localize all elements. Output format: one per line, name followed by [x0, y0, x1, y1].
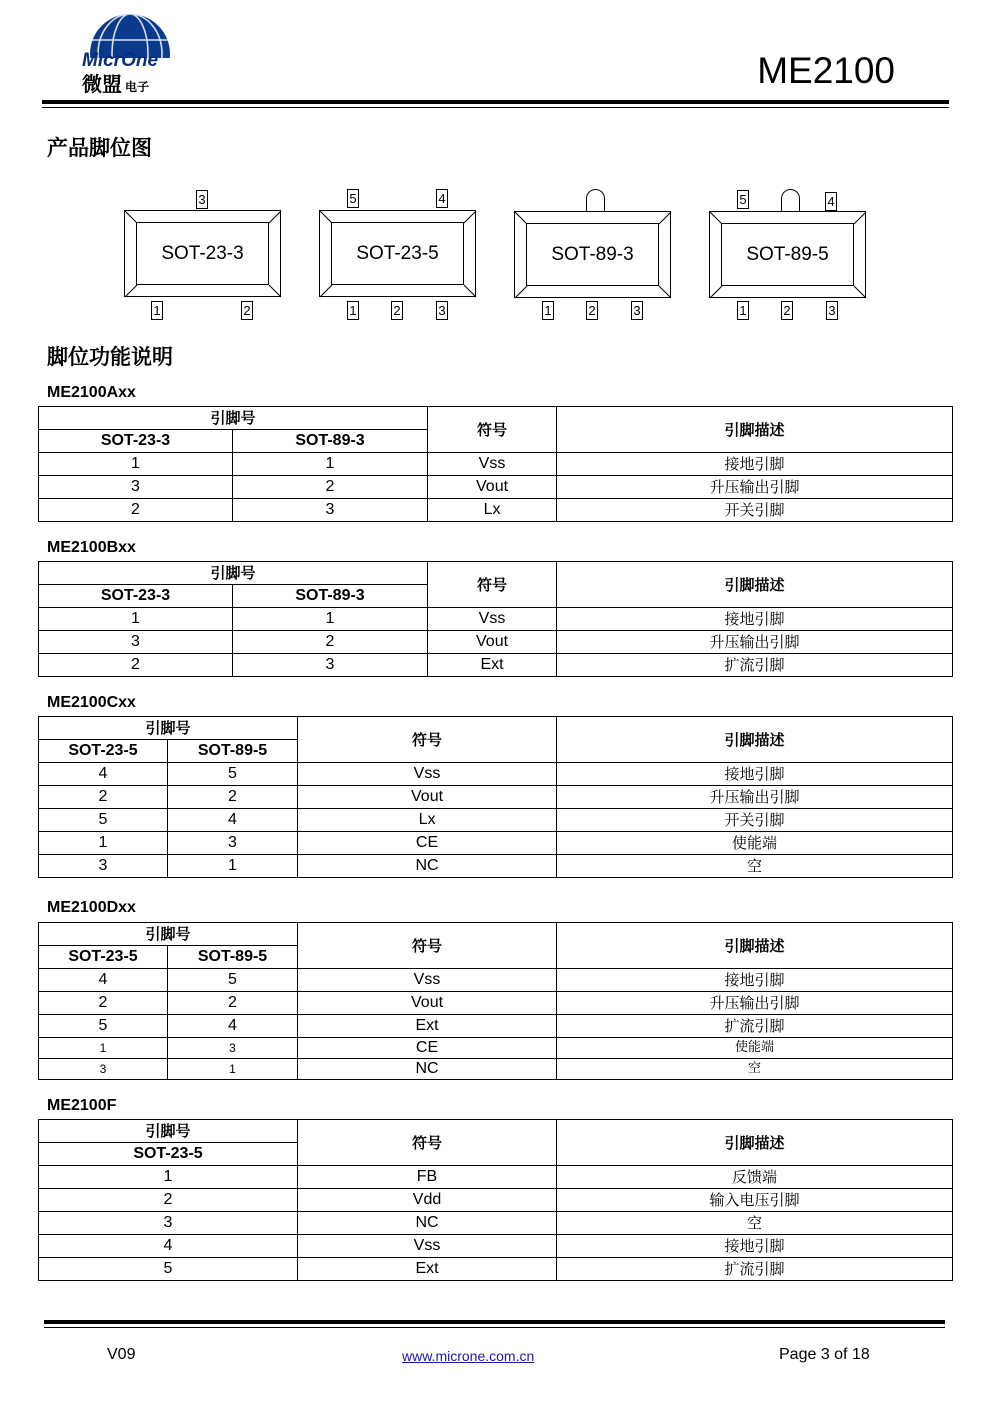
- pin-cell: 5: [168, 969, 298, 992]
- symbol-header: 符号: [428, 562, 557, 608]
- pin-cell: 3: [168, 1038, 298, 1059]
- pin-cell: 3: [39, 855, 168, 878]
- description-cell: 升压输出引脚: [557, 631, 953, 654]
- pin-cell: 5: [39, 809, 168, 832]
- description-cell: 升压输出引脚: [557, 786, 953, 809]
- symbol-cell: FB: [298, 1166, 557, 1189]
- pkg2-pin-bottom-3: 3: [436, 301, 448, 320]
- pin-cell: 4: [168, 809, 298, 832]
- table-row: [39, 1166, 953, 1189]
- package-col-header: SOT-89-3: [233, 585, 428, 608]
- pkg2-pin-top-1: 5: [347, 189, 359, 208]
- pin-number-header: 引脚号: [39, 407, 428, 430]
- pin-cell: 1: [39, 1166, 298, 1189]
- symbol-header: 符号: [298, 717, 557, 763]
- pkg4-pin-top-1: 5: [737, 190, 749, 209]
- pin-cell: 5: [39, 1015, 168, 1038]
- package-col-header: SOT-89-5: [168, 946, 298, 969]
- package-col-header: SOT-23-3: [39, 430, 233, 453]
- description-cell: 空: [557, 1212, 953, 1235]
- header-rule-thick: [42, 100, 949, 104]
- pkg3-top-tab: [586, 189, 605, 211]
- table-row: [39, 1212, 953, 1235]
- symbol-cell: Vss: [298, 763, 557, 786]
- pin-cell: 1: [39, 608, 233, 631]
- description-cell: 反馈端: [557, 1166, 953, 1189]
- table-row: [39, 855, 953, 878]
- pkg4-top-tab: [781, 189, 800, 211]
- description-cell: 接地引脚: [557, 608, 953, 631]
- pin-cell: 2: [39, 992, 168, 1015]
- function-section-title: 脚位功能说明: [47, 345, 173, 369]
- table-row: [39, 631, 953, 654]
- package-col-header: SOT-89-3: [233, 430, 428, 453]
- pin-cell: 2: [168, 786, 298, 809]
- pin-table-c: [38, 716, 953, 878]
- description-cell: 开关引脚: [557, 499, 953, 522]
- pkg4-pin-bottom-2: 2: [781, 301, 793, 320]
- pin-number-header: 引脚号: [39, 562, 428, 585]
- logo-chinese: [82, 68, 149, 97]
- symbol-cell: Vss: [428, 453, 557, 476]
- pin-cell: 1: [233, 608, 428, 631]
- description-cell: 升压输出引脚: [557, 992, 953, 1015]
- pin-cell: 1: [168, 1059, 298, 1080]
- package-sot-89-3: [514, 211, 671, 298]
- pkg1-pin-bottom-2: 2: [241, 301, 253, 320]
- pin-cell: 2: [168, 992, 298, 1015]
- symbol-cell: Vdd: [298, 1189, 557, 1212]
- symbol-cell: Vss: [428, 608, 557, 631]
- table-row: [39, 1189, 953, 1212]
- pin-cell: 3: [39, 1212, 298, 1235]
- pkg2-pin-top-2: 4: [436, 189, 448, 208]
- symbol-cell: Lx: [298, 809, 557, 832]
- description-cell: 接地引脚: [557, 763, 953, 786]
- symbol-cell: CE: [298, 1038, 557, 1059]
- table-row: [39, 832, 953, 855]
- table-row: [39, 969, 953, 992]
- pkg2-pin-bottom-1: 1: [347, 301, 359, 320]
- description-cell: 扩流引脚: [557, 1015, 953, 1038]
- pin-cell: 2: [39, 654, 233, 677]
- table-row: [39, 654, 953, 677]
- package-sot-23-5: [319, 210, 476, 297]
- pkg3-label: SOT-89-3: [551, 243, 634, 265]
- pin-cell: 1: [233, 453, 428, 476]
- table-c-title: ME2100Cxx: [47, 694, 136, 711]
- logo-cn-main: 微盟: [82, 72, 122, 96]
- description-cell: 使能端: [557, 1038, 953, 1059]
- description-header: 引脚描述: [557, 562, 953, 608]
- symbol-cell: CE: [298, 832, 557, 855]
- description-cell: 接地引脚: [557, 969, 953, 992]
- table-row: [39, 1059, 953, 1080]
- symbol-cell: Vout: [428, 476, 557, 499]
- pin-cell: 3: [233, 654, 428, 677]
- pkg4-label: SOT-89-5: [746, 243, 829, 265]
- table-d-title: ME2100Dxx: [47, 899, 136, 916]
- logo-text: MicrOne: [82, 50, 159, 71]
- description-cell: 升压输出引脚: [557, 476, 953, 499]
- table-row: [39, 476, 953, 499]
- symbol-cell: NC: [298, 855, 557, 878]
- pin-table-d: [38, 922, 953, 1080]
- description-cell: 扩流引脚: [557, 654, 953, 677]
- package-col-header: SOT-23-5: [39, 740, 168, 763]
- pin-cell: 4: [39, 763, 168, 786]
- table-row: [39, 608, 953, 631]
- pkg3-pin-bottom-3: 3: [631, 301, 643, 320]
- table-row: [39, 763, 953, 786]
- pkg2-label: SOT-23-5: [356, 242, 439, 264]
- pin-cell: 2: [39, 1189, 298, 1212]
- pkg3-pin-bottom-1: 1: [542, 301, 554, 320]
- model-number: ME2100: [757, 50, 895, 91]
- symbol-header: 符号: [428, 407, 557, 453]
- footer-version: V09: [107, 1346, 136, 1363]
- description-header: 引脚描述: [557, 407, 953, 453]
- symbol-header: 符号: [298, 1120, 557, 1166]
- pkg1-pin-top-1: 3: [196, 190, 208, 209]
- pkg1-pin-bottom-1: 1: [151, 301, 163, 320]
- pin-cell: 2: [39, 499, 233, 522]
- package-col-header: SOT-23-5: [39, 946, 168, 969]
- table-row: [39, 809, 953, 832]
- pin-cell: 1: [168, 855, 298, 878]
- pin-cell: 4: [39, 1235, 298, 1258]
- pin-cell: 5: [168, 763, 298, 786]
- table-row: [39, 1258, 953, 1281]
- pin-cell: 5: [39, 1258, 298, 1281]
- symbol-cell: Ext: [298, 1258, 557, 1281]
- pkg2-pin-bottom-2: 2: [391, 301, 403, 320]
- package-sot-89-5: [709, 211, 866, 298]
- pin-table-a: [38, 406, 953, 522]
- description-cell: 开关引脚: [557, 809, 953, 832]
- pkg4-pin-bottom-3: 3: [826, 301, 838, 320]
- description-cell: 使能端: [557, 832, 953, 855]
- package-sot-23-3: [124, 210, 281, 297]
- description-cell: 空: [557, 855, 953, 878]
- symbol-cell: Vout: [428, 631, 557, 654]
- pin-cell: 4: [39, 969, 168, 992]
- pin-cell: 1: [39, 453, 233, 476]
- symbol-cell: Vss: [298, 1235, 557, 1258]
- header-rule-thin: [42, 107, 949, 108]
- footer-rule-thin: [44, 1327, 945, 1328]
- pin-table-b: [38, 561, 953, 677]
- symbol-cell: Vout: [298, 786, 557, 809]
- pkg1-label: SOT-23-3: [161, 242, 244, 264]
- table-row: [39, 992, 953, 1015]
- footer-link-wrap: [402, 1348, 534, 1366]
- table-f-title: ME2100F: [47, 1097, 117, 1114]
- pin-cell: 2: [233, 631, 428, 654]
- description-cell: 空: [557, 1059, 953, 1080]
- symbol-cell: Vout: [298, 992, 557, 1015]
- symbol-header: 符号: [298, 923, 557, 969]
- pin-cell: 3: [39, 631, 233, 654]
- table-row: [39, 1038, 953, 1059]
- logo-cn-small: 电子: [125, 80, 150, 94]
- description-cell: 接地引脚: [557, 1235, 953, 1258]
- pin-cell: 3: [39, 1059, 168, 1080]
- package-col-header: SOT-89-5: [168, 740, 298, 763]
- symbol-cell: NC: [298, 1059, 557, 1080]
- symbol-cell: Lx: [428, 499, 557, 522]
- pin-table-f: [38, 1119, 953, 1281]
- pkg4-pin-top-2: 4: [825, 192, 837, 211]
- description-header: 引脚描述: [557, 1120, 953, 1166]
- pkg3-pin-bottom-2: 2: [586, 301, 598, 320]
- pin-cell: 3: [233, 499, 428, 522]
- table-row: [39, 786, 953, 809]
- table-row: [39, 1235, 953, 1258]
- description-header: 引脚描述: [557, 923, 953, 969]
- pin-cell: 3: [39, 476, 233, 499]
- pin-cell: 1: [39, 1038, 168, 1059]
- table-a-title: ME2100Axx: [47, 384, 136, 401]
- footer-rule-thick: [44, 1320, 945, 1324]
- pinout-section-title: 产品脚位图: [47, 136, 152, 160]
- pin-cell: 3: [168, 832, 298, 855]
- table-row: [39, 453, 953, 476]
- website-link[interactable]: www.microne.com.cn: [402, 1348, 535, 1364]
- pin-cell: 4: [168, 1015, 298, 1038]
- symbol-cell: Ext: [298, 1015, 557, 1038]
- table-b-title: ME2100Bxx: [47, 539, 136, 556]
- description-cell: 接地引脚: [557, 453, 953, 476]
- package-col-header: SOT-23-5: [39, 1143, 298, 1166]
- pin-cell: 1: [39, 832, 168, 855]
- pin-number-header: 引脚号: [39, 717, 298, 740]
- pin-cell: 2: [233, 476, 428, 499]
- symbol-cell: Vss: [298, 969, 557, 992]
- description-cell: 扩流引脚: [557, 1258, 953, 1281]
- pin-number-header: 引脚号: [39, 1120, 298, 1143]
- table-row: [39, 499, 953, 522]
- symbol-cell: Ext: [428, 654, 557, 677]
- table-row: [39, 1015, 953, 1038]
- symbol-cell: NC: [298, 1212, 557, 1235]
- description-cell: 输入电压引脚: [557, 1189, 953, 1212]
- pin-cell: 2: [39, 786, 168, 809]
- package-col-header: SOT-23-3: [39, 585, 233, 608]
- pin-number-header: 引脚号: [39, 923, 298, 946]
- footer-page-number: Page 3 of 18: [779, 1346, 870, 1363]
- description-header: 引脚描述: [557, 717, 953, 763]
- pkg4-pin-bottom-1: 1: [737, 301, 749, 320]
